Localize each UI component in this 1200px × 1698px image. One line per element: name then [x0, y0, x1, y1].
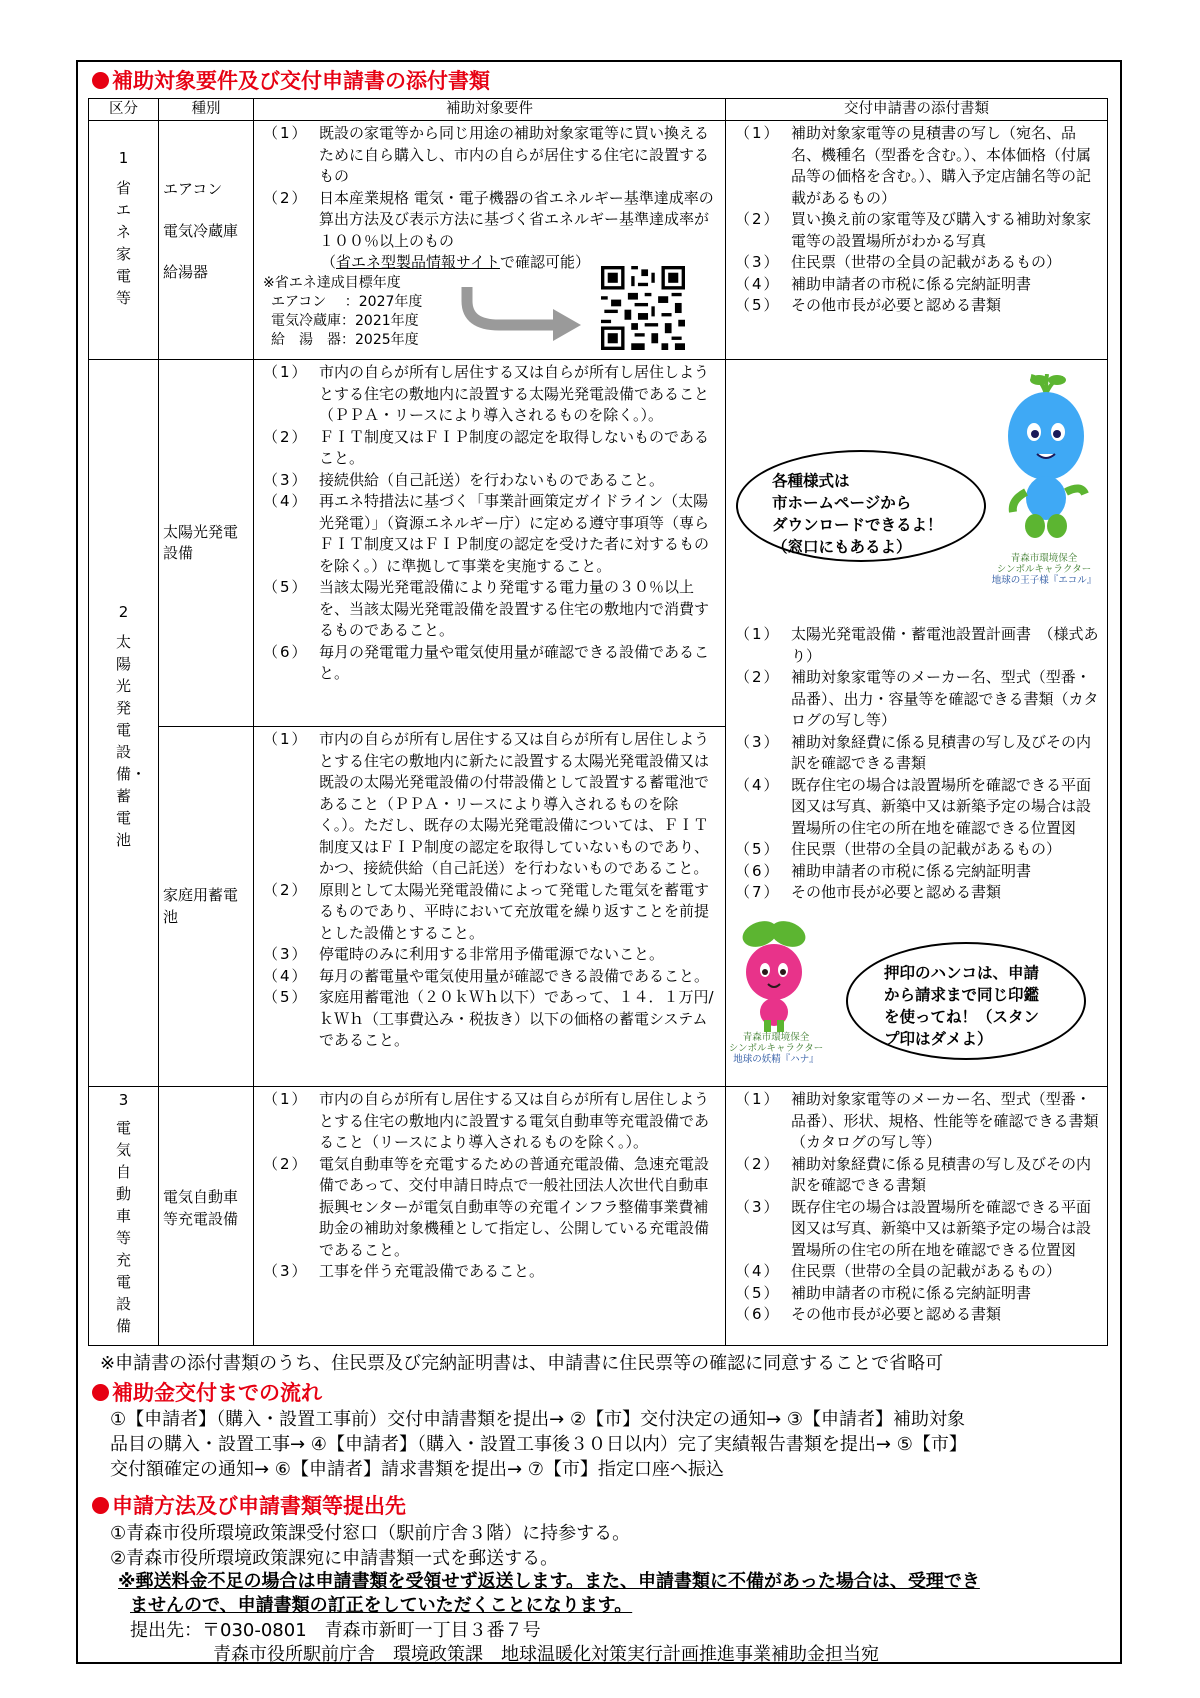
energy-saving-site-link[interactable]: 省エネ型製品情報サイト [336, 253, 500, 271]
mascot-hana-icon [738, 920, 810, 1032]
kubun-3-label: 電気自動車等充電設備 [116, 1119, 132, 1335]
doc-item: （3） 住民票（世帯の全員の記載があるもの） [735, 253, 1062, 271]
req-item: （3） 停電時のみに利用する非常用予備電源でないこと。 [263, 945, 665, 963]
category-battery [159, 727, 254, 1087]
attachments-1 [726, 121, 1108, 360]
doc-item: （4） 補助申請者の市税に係る完納証明書 [735, 274, 1032, 293]
target-year-title: ※省エネ達成目標年度 [263, 274, 401, 291]
doc-item: （1） 補助対象家電等のメーカー名、型式（型番・品番）、形状、規格、性能等を確認できる書類（カタログの写し等） [735, 1090, 1099, 1151]
req-item: （3） 工事を伴う充電設備であること。 [263, 1262, 545, 1280]
req-item: （2） 原則として太陽光発電設備によって発電した電気を蓄電するものであり、平時において充放電を繰り返すことを前提とした設備とすること。 [263, 880, 710, 942]
address-line-1: 提出先：〒030-0801 青森市新町一丁目３番７号 [130, 1620, 541, 1641]
doc-item: （6） その他市長が必要と認める書類 [735, 1305, 1002, 1323]
req-item: （1） 市内の自らが所有し居住する又は自らが所有し居住しようとする住宅の敷地内に設置する太陽光発電設備であること（ＰＰＡ・リースにより導入されるものを除く。）。 [263, 363, 710, 424]
speech-bubble-forms: 各種様式は 市ホームページから ダウンロードできるよ！ （窓口にもあるよ） [736, 450, 986, 562]
flow-line-1: ①【申請者】（購入・設置工事前）交付申請書類を提出→ ②【市】交付決定の通知→ ③【申請者】補助対象 [110, 1409, 966, 1430]
address-line-2: 青森市役所駅前庁舎 環境政策課 地球温暖化対策実行計画推進事業補助金担当宛 [213, 1644, 879, 1665]
attachment-omission-note: ※申請書の添付書類のうち、住民票及び完納証明書は、申請書に住民票等の確認に同意することで省略可 [100, 1353, 944, 1374]
link-line: （省エネ型製品情報サイトで確認可能） [321, 253, 590, 271]
req-item: （2） 日本産業規格 電気・電子機器の省エネルギー基準達成率の算出方法及び表示方法に基づく省エネルギー基準達成率が１００％以上のもの [263, 188, 714, 250]
req-item: （5） 当該太陽光発電設備により発電する電力量の３０％以上を、当該太陽光発電設備を設置する住宅の敷地内で消費するものであること。 [263, 578, 710, 639]
mail-warning-1: ※郵送料金不足の場合は申請書類を受領せず返送します。また、申請書類に不備があった場合は、受理でき [118, 1571, 980, 1592]
kubun-2-label: 太陽光発電設備・蓄電池 [116, 633, 147, 849]
table-row-1 [89, 121, 1108, 360]
kubun-1-label: 省エネ家電等 [116, 179, 132, 307]
doc-item: （2） 補助対象家電等のメーカー名、型式（型番・品番）、出力・容量等を確認できる書類（カタログの写し等） [735, 668, 1099, 729]
mascot-ecol-icon [1001, 374, 1091, 544]
category-aircon: エアコン [163, 180, 223, 198]
caption-hana: 青森市環境保全 シンボルキャラクター 地球の妖精『ハナ』 [728, 1032, 824, 1065]
category-battery-label: 家庭用蓄電池 [163, 886, 239, 926]
method-1: ①青森市役所環境政策課受付窓口（駅前庁舎３階）に持参する。 [110, 1523, 631, 1544]
doc-item: （1） 太陽光発電設備・蓄電池設置計画書 （様式あり） [735, 625, 1099, 665]
doc-item: （2） 買い換え前の家電等及び購入する補助対象家電等の設置場所がわかる写真 [735, 210, 1092, 250]
header-shubetsu: 種別 [159, 99, 254, 121]
speech-bubble-seal: 押印のハンコは、申請 から請求まで同じ印鑑 を使ってね！（スタン プ印はダメよ） [846, 942, 1086, 1060]
target-year-3: 給 湯 器：2025年度 [271, 331, 419, 348]
req-item: （2） 電気自動車等を充電するための普通充電設備、急速充電設備であって、交付申請日時点で一般社団法人次世代自動車振興センターが電気自動車等の充電インフラ整備事業費補助金の補助対象機種として指定し、公開している充電設備であること。 [263, 1154, 710, 1259]
doc-item: （7） その他市長が必要と認める書類 [735, 883, 1002, 901]
kubun-3 [89, 1087, 159, 1346]
mail-warning-2: ませんので、申請書類の訂正をしていただくことになります。 [130, 1595, 633, 1616]
category-1 [159, 121, 254, 360]
table-row-3 [89, 1087, 1108, 1346]
requirements-table [88, 98, 1108, 1346]
attachments-3 [726, 1087, 1108, 1346]
doc-item: （5） 住民票（世帯の全員の記載があるもの） [735, 840, 1062, 858]
doc-item: （5） その他市長が必要と認める書類 [735, 296, 1002, 314]
target-year-1: エアコン ：2027年度 [271, 293, 423, 310]
req-item: （4） 再エネ特措法に基づく「事業計画策定ガイドライン（太陽光発電）」（資源エネルギー庁）に定める遵守事項等（専らＦＩＴ制度又はＦＩＰ制度の認定を受けた者に対するものを除く。）に準拠して事業を実施すること。 [263, 492, 710, 575]
arrow-icon [459, 281, 589, 351]
header-kubun: 区分 [89, 99, 159, 121]
section-title-submission: 申請方法及び申請書類等提出先 [92, 1493, 406, 1519]
doc-item: （4） 既存住宅の場合は設置場所を確認できる平面図又は写真、新築中又は新築予定の場合は設置場所の住宅の所在地を確認できる位置図 [735, 775, 1092, 837]
header-requirements: 補助対象要件 [254, 99, 726, 121]
req-item: （2） ＦＩＴ制度又はＦＩＰ制度の認定を取得しないものであること。 [263, 427, 710, 467]
doc-item: （4） 住民票（世帯の全員の記載があるもの） [735, 1262, 1062, 1280]
category-solar [159, 360, 254, 727]
req-item: （1） 市内の自らが所有し居住する又は自らが所有し居住しようとする住宅の敷地内に新たに設置する太陽光発電設備又は既設の太陽光発電設備の付帯設備として設置する蓄電池であること（ＰＰＡ・リースにより導入されるものを除く。）。ただし、既存の太陽光発電設備については、ＦＩＴ制度又はＦＩＰ制度の認定を取得していないものであり、かつ、接続供給（自己託送）を行わないものであること。 [263, 730, 710, 877]
req-item: （1） 既設の家電等から同じ用途の補助対象家電等に買い換えるために自ら購入し、市内の自らが居住する住宅に設置するもの [263, 124, 710, 185]
doc-item: （3） 既存住宅の場合は設置場所を確認できる平面図又は写真、新築中又は新築予定の場合は設置場所の住宅の所在地を確認できる位置図 [735, 1197, 1092, 1259]
caption-ecol: 青森市環境保全 シンボルキャラクター 地球の王子様『エコル』 [991, 553, 1097, 586]
doc-item: （6） 補助申請者の市税に係る完納証明書 [735, 861, 1032, 880]
method-2: ②青森市役所環境政策課宛に申請書類一式を郵送する。 [110, 1548, 559, 1569]
section-title-requirements: 補助対象要件及び交付申請書の添付書類 [92, 68, 490, 94]
table-row-2a [89, 360, 1108, 727]
requirements-1 [254, 121, 726, 360]
qr-code-icon[interactable] [601, 266, 685, 350]
doc-item: （3） 補助対象経費に係る見積書の写し及びその内訳を確認できる書類 [735, 732, 1092, 772]
category-water-heater: 給湯器 [163, 263, 209, 281]
header-attachments: 交付申請書の添付書類 [726, 99, 1108, 121]
kubun-2 [89, 360, 159, 1087]
kubun-1-number: 1 [118, 149, 129, 167]
flow-line-3: 交付額確定の通知→ ⑥【申請者】請求書類を提出→ ⑦【市】指定口座へ振込 [110, 1459, 724, 1480]
kubun-3-number: 3 [118, 1091, 129, 1109]
category-ev-label: 電気自動車等充電設備 [163, 1188, 239, 1228]
req-item: （5） 家庭用蓄電池（２０ｋＷｈ以下）であって、１４．１万円/ｋＷｈ（工事費込み・税抜き）以下の価格の蓄電システムであること。 [263, 988, 714, 1049]
doc-item: （2） 補助対象経費に係る見積書の写し及びその内訳を確認できる書類 [735, 1154, 1092, 1194]
req-item: （6） 毎月の発電電力量や電気使用量が確認できる設備であること。 [263, 642, 710, 682]
section-title-flow: 補助金交付までの流れ [92, 1380, 322, 1406]
red-dot-icon [92, 1497, 109, 1514]
attachments-2 [726, 360, 1108, 1087]
kubun-1 [89, 121, 159, 360]
category-solar-label: 太陽光発電設備 [163, 522, 239, 562]
category-ev [159, 1087, 254, 1346]
requirements-3 [254, 1087, 726, 1346]
req-item: （3） 接続供給（自己託送）を行わないものであること。 [263, 470, 665, 489]
flow-line-2: 品目の購入・設置工事→ ④【申請者】（購入・設置工事後３０日以内）完了実績報告書類を提出→ ⑤【市】 [110, 1434, 967, 1455]
category-fridge: 電気冷蔵庫 [163, 221, 239, 240]
red-dot-icon [92, 72, 109, 89]
kubun-2-number: 2 [118, 603, 129, 621]
red-dot-icon [92, 1384, 109, 1401]
requirements-2a [254, 360, 726, 727]
doc-item: （1） 補助対象家電等の見積書の写し（宛名、品名、機種名（型番を含む。）、本体価格（付属品等の価格を含む。）、購入予定店舗名等の記載があるもの） [735, 124, 1092, 207]
target-year-2: 電気冷蔵庫：2021年度 [271, 312, 419, 329]
req-item: （4） 毎月の蓄電量や電気使用量が確認できる設備であること。 [263, 966, 710, 985]
doc-item: （5） 補助申請者の市税に係る完納証明書 [735, 1283, 1032, 1302]
req-item: （1） 市内の自らが所有し居住する又は自らが所有し居住しようとする住宅の敷地内に設置する電気自動車等充電設備であること（リースにより導入されるものを除く。）。 [263, 1090, 710, 1151]
requirements-2b [254, 727, 726, 1087]
